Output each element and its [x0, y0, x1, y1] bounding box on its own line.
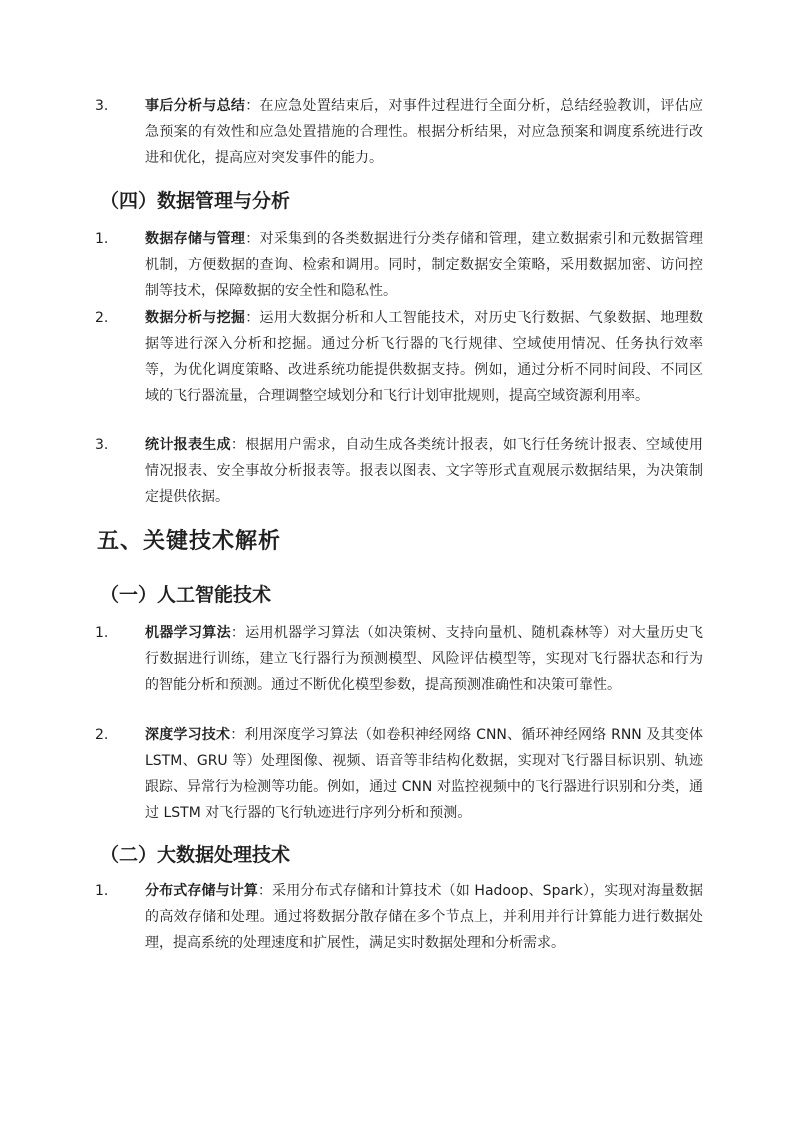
list-number: 2. [95, 727, 109, 743]
list-number: 3. [95, 98, 109, 114]
list-item-title: 深度学习技术 [145, 727, 231, 743]
list-item-body [145, 226, 703, 304]
list-item-title: 事后分析与总结 [145, 98, 246, 114]
section-heading: 五、关键技术解析 [97, 529, 282, 554]
subsection-heading: （四）数据管理与分析 [100, 190, 291, 212]
list-item-text: ：运用大数据分析和人工智能技术，对历史飞行数据、气象数据、地理数据等进行深入分析和挖掘。通过分析飞行器的飞行规律、空域使用情况、任务执行效率等，为优化调度策略、改进系统功能提供数据支持。例如，通过分析不同时间段、不同区域的飞行器流量，合理调整空域划分和飞行计划审批规则，提高空域资源利用率。 [145, 310, 704, 404]
list-item-text: ：运用机器学习算法（如决策树、支持向量机、随机森林等）对大量历史飞行数据进行训练，建立飞行器行为预测模型、风险评估模型等，实现对飞行器状态和行为的智能分析和预测。通过不断优化模型参数，提高预测准确性和决策可靠性。 [145, 625, 704, 693]
list-number: 1. [95, 625, 109, 641]
list-item-title: 统计报表生成 [145, 437, 231, 453]
list-item-title: 数据分析与挖掘 [145, 310, 246, 326]
list-item-body [145, 878, 703, 956]
subsection-heading: （一）人工智能技术 [100, 584, 272, 606]
list-item-title: 分布式存储与计算 [145, 883, 258, 899]
list-number: 1. [95, 231, 109, 247]
list-number: 3. [95, 437, 109, 453]
list-item-text: ：利用深度学习算法（如卷积神经网络 CNN、循环神经网络 RNN 及其变体 LSTM、GRU 等）处理图像、视频、语音等非结构化数据，实现对飞行器目标识别、轨迹跟踪、异常行为检测等功能。例如，通过 CNN 对监控视频中的飞行器进行识别和分类，通过 LSTM 对飞行器的飞行轨迹进行序列分析和预测。 [145, 727, 704, 821]
list-item-text: ：采用分布式存储和计算技术（如 Hadoop、Spark），实现对海量数据的高效存储和处理。通过将数据分散存储在多个节点上，并利用并行计算能力进行数据处理，提高系统的处理速度和扩展性，满足实时数据处理和分析需求。 [145, 883, 704, 951]
list-item-text: ：根据用户需求，自动生成各类统计报表，如飞行任务统计报表、空域使用情况报表、安全事故分析报表等。报表以图表、文字等形式直观展示数据结果，为决策制定提供依据。 [145, 437, 704, 505]
list-number: 2. [95, 310, 109, 326]
list-item-title: 数据存储与管理 [145, 231, 246, 247]
list-item-body [145, 93, 703, 171]
list-item-body [145, 722, 703, 826]
list-item-title: 机器学习算法 [145, 625, 231, 641]
list-item-text: ：对采集到的各类数据进行分类存储和管理，建立数据索引和元数据管理机制，方便数据的查询、检索和调用。同时，制定数据安全策略，采用数据加密、访问控制等技术，保障数据的安全性和隐私性。 [145, 231, 704, 299]
list-item-text: ：在应急处置结束后，对事件过程进行全面分析，总结经验教训，评估应急预案的有效性和应急处置措施的合理性。根据分析结果，对应急预案和调度系统进行改进和优化，提高应对突发事件的能力。 [145, 98, 704, 166]
list-item-body [145, 305, 703, 409]
list-item-body [145, 620, 703, 698]
subsection-heading: （二）大数据处理技术 [100, 844, 291, 866]
list-item-body [145, 432, 703, 510]
list-number: 1. [95, 883, 109, 899]
